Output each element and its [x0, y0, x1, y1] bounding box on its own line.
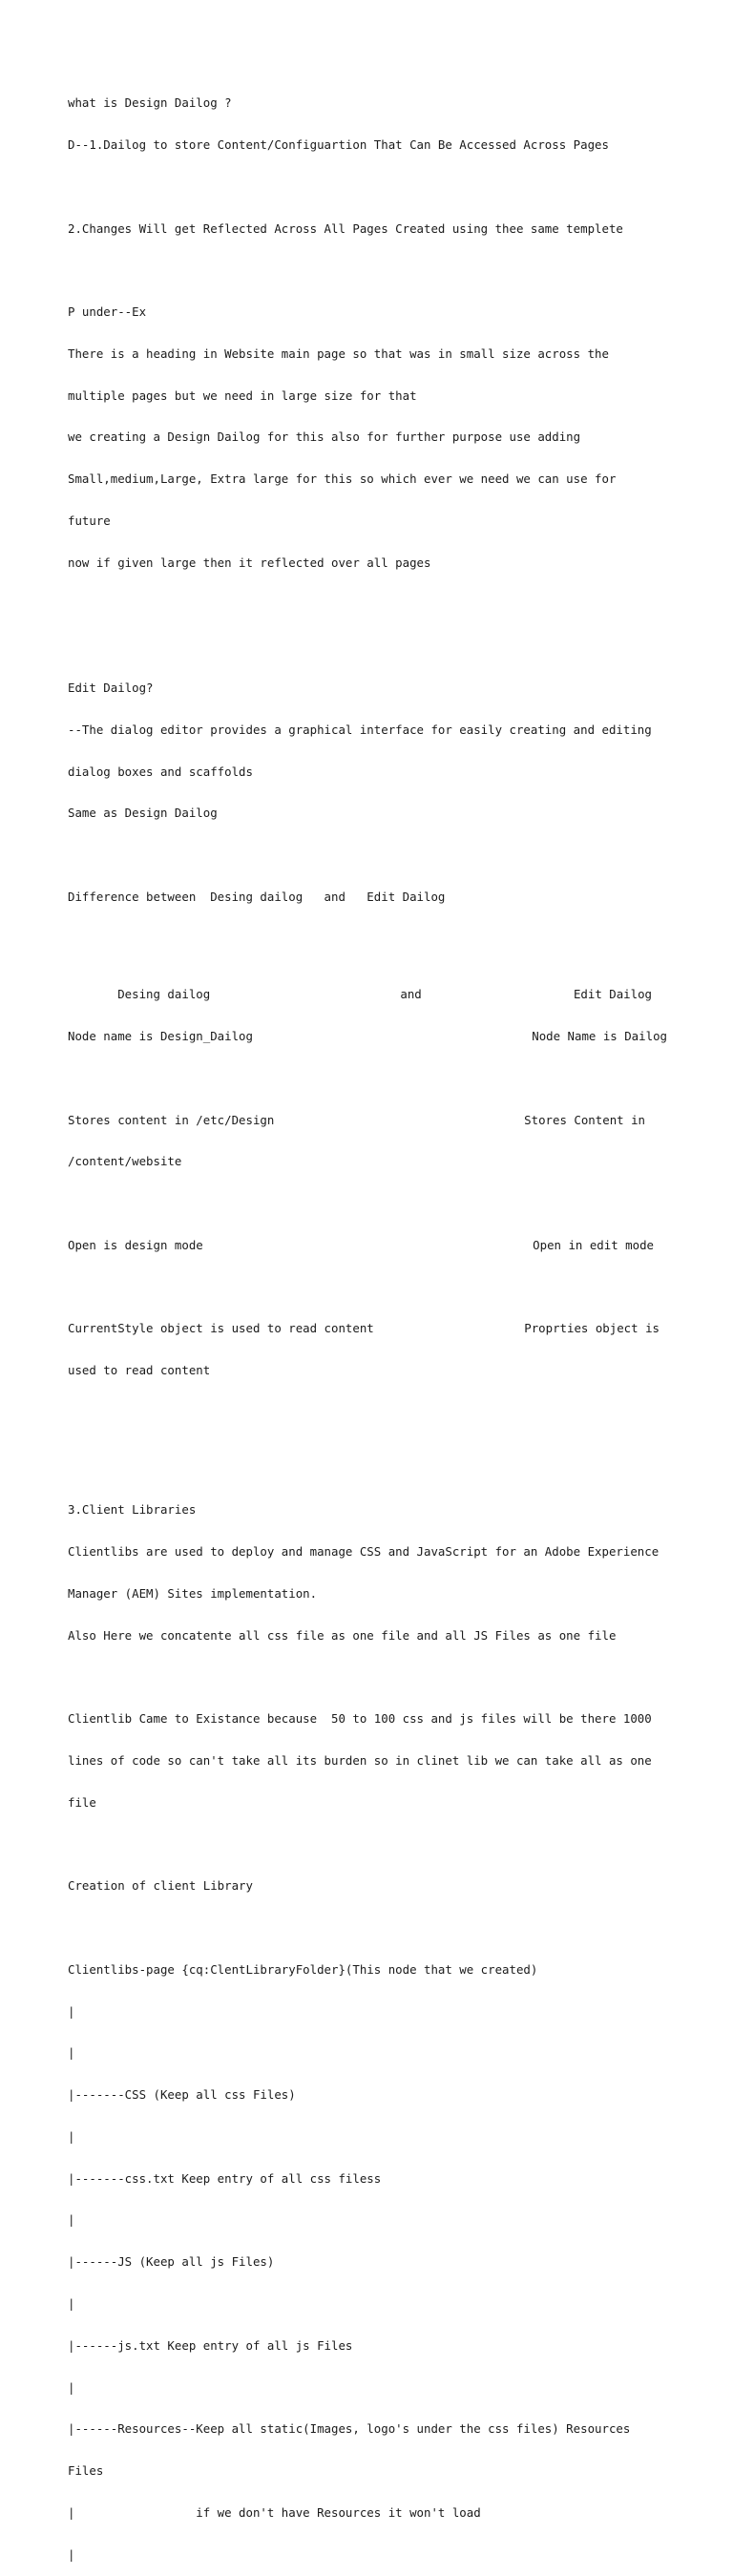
- tree-pipe: |: [68, 2003, 75, 2019]
- tree-css: |-------CSS (Keep all css Files): [68, 2087, 296, 2103]
- edit-dialog-desc: dialog boxes and scaffolds: [68, 764, 253, 779]
- tree-js-txt: |------js.txt Keep entry of all js Files: [68, 2337, 353, 2353]
- node-right: Node Name is Dailog: [532, 1028, 667, 1043]
- example-line: There is a heading in Website main page so that was in small size across the: [68, 346, 609, 361]
- tree-pipe: |: [68, 2128, 75, 2144]
- tree-resources: |------Resources--Keep all static(Images, logo's under the css files) Resources: [68, 2421, 631, 2437]
- difference-open-row: [68, 1239, 667, 1253]
- open-right: Open in edit mode: [533, 1237, 654, 1252]
- example-line: now if given large then it reflected over all pages: [68, 555, 431, 570]
- design-dialog-point-2: 2.Changes Will get Reflected Across All Pages Created using thee same templete: [68, 220, 623, 236]
- col-right-header: Edit Dailog: [573, 987, 652, 1002]
- example-line: multiple pages but we need in large size for that: [68, 387, 417, 403]
- difference-heading: Difference between Desing dailog and Edit Dailog: [68, 890, 446, 905]
- edit-dialog-same-as: Same as Design Dailog: [68, 806, 218, 821]
- example-line: we creating a Design Dailog for this also for further purpose use adding: [68, 429, 581, 445]
- read-left: CurrentStyle object is used to read content: [68, 1321, 374, 1336]
- document-page: [68, 69, 698, 2576]
- edit-dialog-desc: --The dialog editor provides a graphical interface for easily creating and editing: [68, 722, 652, 737]
- difference-stores-row: [68, 1114, 667, 1128]
- client-libraries-desc: Also Here we concatente all css file as one file and all JS Files as one file: [68, 1627, 617, 1643]
- client-libraries-heading: 3.Client Libraries: [68, 1502, 197, 1518]
- client-libraries-desc: Manager (AEM) Sites implementation.: [68, 1585, 318, 1601]
- design-dialog-question: what is Design Dailog ?: [68, 95, 232, 111]
- client-libraries-desc: Clientlibs are used to deploy and manage CSS and JavaScript for an Adobe Experience: [68, 1543, 660, 1559]
- example-line: future: [68, 513, 111, 528]
- stores-right: Stores Content in: [524, 1112, 645, 1127]
- col-left-header: Desing dailog: [68, 987, 211, 1002]
- read-right: Proprties object is: [524, 1321, 660, 1336]
- tree-pipe: |: [68, 2212, 75, 2228]
- tree-resources-note: | if we don't have Resources it won't load: [68, 2504, 481, 2520]
- tree-pipe: |: [68, 2546, 75, 2562]
- col-mid-header: and: [400, 987, 422, 1002]
- stores-cont: /content/website: [68, 1154, 182, 1169]
- client-libraries-why: lines of code so can't take all its burden so in clinet lib we can take all as one: [68, 1752, 652, 1768]
- design-dialog-point-1: D--1.Dailog to store Content/Configuartion That Can Be Accessed Across Pages: [68, 136, 609, 152]
- tree-pipe: |: [68, 2296, 75, 2311]
- tree-css-txt: |-------css.txt Keep entry of all css filess: [68, 2170, 382, 2186]
- edit-dialog-question: Edit Dailog?: [68, 681, 154, 696]
- tree-pipe: |: [68, 2045, 75, 2061]
- difference-read-row: [68, 1322, 667, 1336]
- example-line: Small,medium,Large, Extra large for this so which ever we need we can use for: [68, 471, 617, 487]
- node-left: Node name is Design_Dailog: [68, 1028, 253, 1043]
- tree-pipe: |: [68, 2379, 75, 2395]
- open-left: Open is design mode: [68, 1237, 203, 1252]
- stores-left: Stores content in /etc/Design: [68, 1112, 275, 1127]
- client-libraries-why: Clientlib Came to Existance because 50 to 100 css and js files will be there 1000: [68, 1711, 652, 1727]
- difference-node-row: [68, 1030, 667, 1044]
- read-cont: used to read content: [68, 1363, 211, 1378]
- difference-header-row: [68, 988, 667, 1002]
- tree-js: |------JS (Keep all js Files): [68, 2254, 275, 2270]
- tree-root: Clientlibs-page {cq:ClentLibraryFolder}(This node that we created): [68, 1961, 538, 1977]
- tree-resources-cont: Files: [68, 2463, 104, 2479]
- example-header: P under--Ex: [68, 304, 147, 320]
- creation-heading: Creation of client Library: [68, 1878, 253, 1894]
- client-libraries-why: file: [68, 1794, 96, 1810]
